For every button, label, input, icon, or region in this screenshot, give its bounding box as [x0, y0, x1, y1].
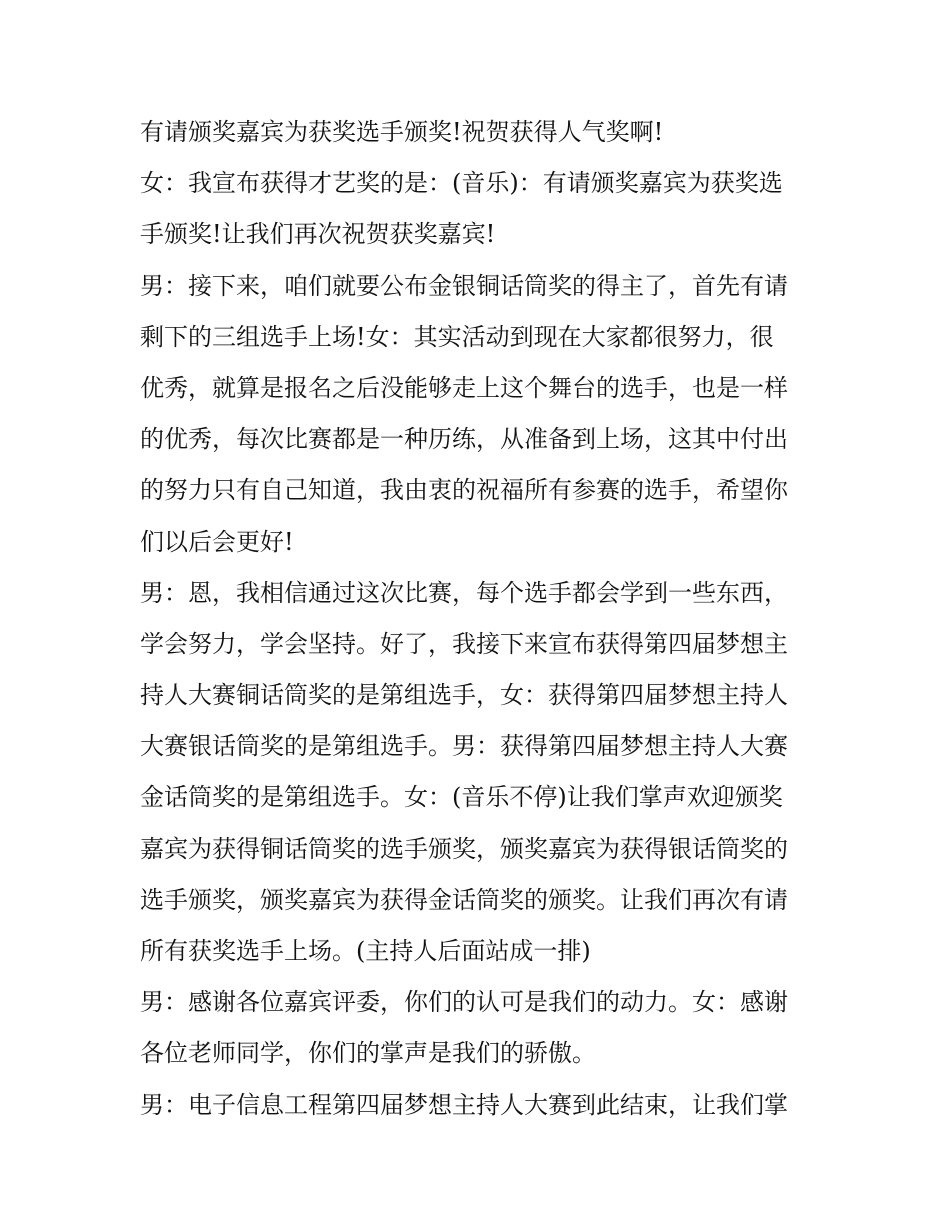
text-line-9: 们以后会更好! [140, 527, 294, 556]
text-line-13: 大赛银话筒奖的是第组选手。男：获得第四届梦想主持人大赛 [140, 732, 788, 761]
text-line-4: 男：接下来，咱们就要公布金银铜话筒奖的得主了，首先有请 [140, 271, 788, 300]
text-line-8: 的努力只有自己知道，我由衷的祝福所有参赛的选手，希望你 [140, 476, 788, 505]
text-line-19: 各位老师同学，你们的掌声是我们的骄傲。 [140, 1039, 596, 1068]
text-line-12: 持人大赛铜话筒奖的是第组选手，女：获得第四届梦想主持人 [140, 681, 788, 710]
text-line-2: 女：我宣布获得才艺奖的是：(音乐)：有请颁奖嘉宾为获奖选 [140, 169, 783, 198]
text-line-18: 男：感谢各位嘉宾评委，你们的认可是我们的动力。女：感谢 [140, 988, 788, 1017]
text-line-1: 有请颁奖嘉宾为获奖选手颁奖!祝贺获得人气奖啊! [140, 118, 664, 146]
text-line-10: 男：恩，我相信通过这次比赛，每个选手都会学到一些东西， [140, 578, 788, 607]
text-line-11: 学会努力，学会坚持。好了，我接下来宣布获得第四届梦想主 [140, 629, 788, 658]
text-line-17: 所有获奖选手上场。(主持人后面站成一排) [140, 937, 591, 965]
text-line-3: 手颁奖!让我们再次祝贺获奖嘉宾! [140, 220, 496, 249]
text-line-16: 选手颁奖，颁奖嘉宾为获得金话筒奖的颁奖。让我们再次有请 [140, 885, 788, 914]
text-line-6: 优秀，就算是报名之后没能够走上这个舞台的选手，也是一样 [140, 373, 788, 402]
text-line-5: 剩下的三组选手上场!女：其实活动到现在大家都很努力，很 [140, 322, 774, 351]
text-line-20: 男：电子信息工程第四届梦想主持人大赛到此结束，让我们掌 [140, 1090, 788, 1119]
text-line-7: 的优秀，每次比赛都是一种历练，从准备到上场，这其中付出 [140, 425, 788, 454]
text-line-14: 金话筒奖的是第组选手。女：(音乐不停)让我们掌声欢迎颁奖 [140, 783, 783, 812]
text-line-15: 嘉宾为获得铜话筒奖的选手颁奖，颁奖嘉宾为获得银话筒奖的 [140, 834, 788, 863]
document-body [140, 107, 820, 1131]
